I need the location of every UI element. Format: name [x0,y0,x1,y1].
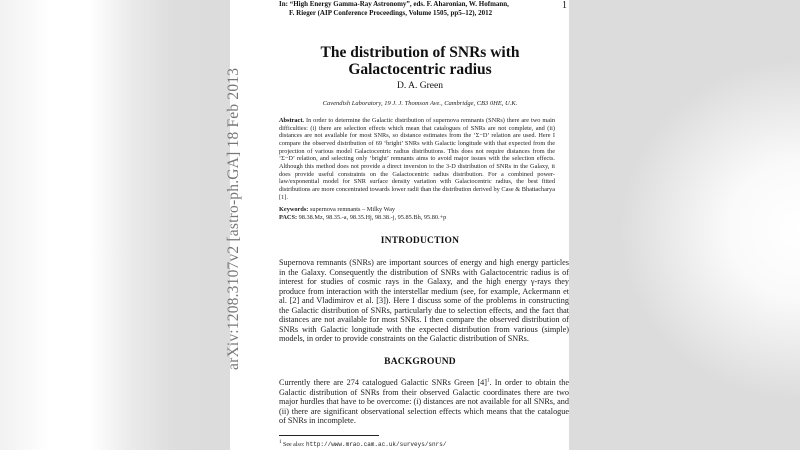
affiliation: Cavendish Laboratory, 19 J. J. Thomson Ave., Cambridge, CB3 0HE, U.K. [322,100,518,107]
keywords-value: supernova remnants – Milky Way [309,206,396,213]
section-heading-background: BACKGROUND [384,357,456,367]
publication-header [279,0,549,18]
abstract [279,117,555,201]
title-line-1: The distribution of SNRs with [320,44,520,61]
footnote-url-link[interactable]: http://www.mrao.cam.ac.uk/surveys/snrs/ [306,441,447,448]
footnote-reference[interactable]: 1 [486,378,490,384]
introduction-text: Supernova remnants (SNRs) are important sources of energy and high energy particles in the Galaxy. Consequently the distribution of SNRs with Galactocentric radius is of interest for studies of cosmic rays in the Galaxy, and the high energy γ-rays they produce from interaction with the interstellar medium (see, for example, Ackermann et al. [2] and Vladimirov et al. [3]). Here I discuss some of the problems in constructing the Galactic distribution of SNRs, particularly due to selection effects, and the fact that distances are not available for most SNRs. I then compare the observed distribution of SNRs with Galactic longitude with the expected distribution from various (simple) models, in order to provide constraints on the Galactic distribution of SNRs. [279,258,569,344]
keywords-block [279,206,555,221]
page-number: 1 [562,0,567,11]
footnote-label: See also: [283,442,305,448]
pacs-label: PACS: [279,213,298,221]
title-line-2: Galactocentric radius [348,61,492,78]
background-text-part-2: . In order to obtain the Galactic distribution of SNRs from their observed Galactic coordinates there are two major hurdles that have to be overcome: (i) distances are not available for all SNRs, and (ii) there are significant observational selection effects which means that the catalogue of SNRs in incomplete. [279,378,569,426]
footnote-mark: 1 [279,440,282,445]
header-line-2: F. Rieger (AIP Conference Proceedings, Volume 1505, pp5–12), 2012 [289,9,493,17]
arxiv-identifier-stamp: arXiv:1208.3107v2 [astro-ph.GA] 18 Feb 2013 [225,67,242,370]
background-right-highlight [569,0,800,450]
keywords-label: Keywords: [279,206,309,213]
section-heading-introduction: INTRODUCTION [380,236,460,246]
pacs-value: 98.38.Mz, 98.35.-a, 98.35.Hj, 98.38.-j, 95.85.Bh, 95.80.+p [298,213,447,221]
abstract-label: Abstract. [279,117,305,124]
background-text [279,378,569,426]
background-left [0,0,230,450]
footnote-divider [279,435,379,436]
header-line-1: In: “High Energy Gamma-Ray Astronomy”, eds. F. Aharonian, W. Hofmann, [279,0,509,8]
author: D. A. Green [397,81,443,91]
background-text-part-1: Currently there are 274 catalogued Galactic SNRs Green [4] [279,378,487,387]
paper-title [270,44,570,78]
footnote [279,441,569,448]
abstract-text: In order to determine the Galactic distribution of supernova remnants (SNRs) there are two main difficulties: (i) there are selection effects which mean that catalogues of SNRs are not complete, and (ii) distances are not available for most SNRs, so distance estimates from the ‘Σ−D’ relation are used. Here I compare the observed distribution of 69 ‘bright’ SNRs with Galactic longitude with that expected from the projection of various model Galactocentric radius distributions. This does not require distances from the ‘Σ−D’ relation, and selecting only ‘bright’ remnants aims to avoid major issues with the selection effects. Although this method does not provide a direct inversion to the 3-D distribution of SNRs in the Galaxy, it does provide useful constraints on the Galactocentric radius distribution. For a combined power-law/exponential model for SNR surface density variation with Galactocentric radius, the best fitted distributions are more concentrated towards lower radii than the distribution derived by Case & Bhattacharya [1]. [279,117,555,201]
